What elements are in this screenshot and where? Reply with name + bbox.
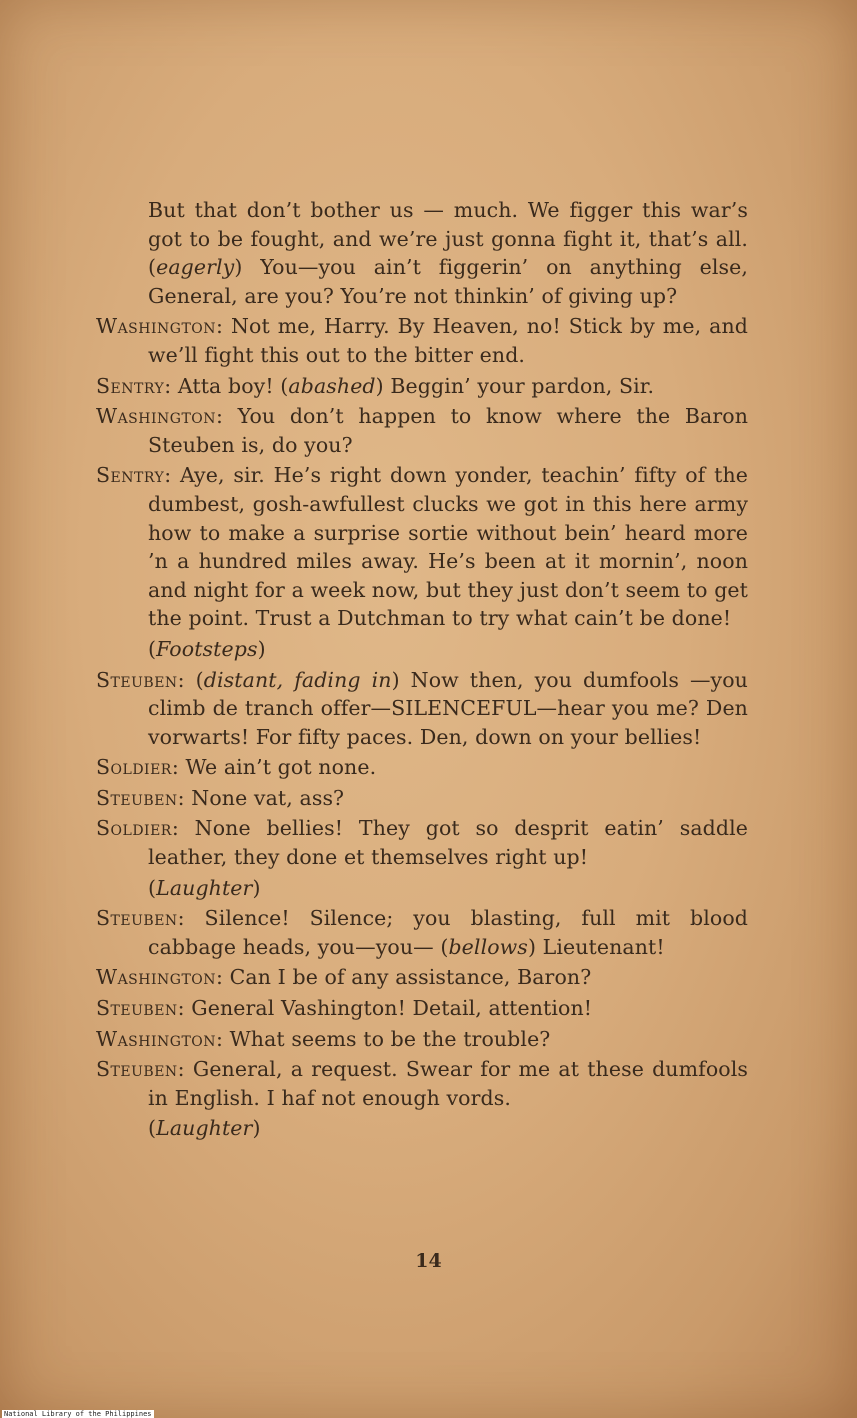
speech-washington: Washington: Can I be of any assistance, Baron? [96,965,592,990]
speaker-name: Soldier [96,816,172,841]
speaker-name: Washington [96,404,217,429]
speech-steuben: Steuben: (distant, fading in) Now then, you dumfools —you climb de tranch offer—SILENCEFUL—hear you me? Den vorwarts! For fifty paces. Den, down on your bellies! [96,667,748,749]
stage-direction: (Footsteps) [148,636,266,661]
speech-steuben: Steuben: Silence! Silence; you blasting, full mit blood cabbage heads, you—you— (bellows) Lieutenant! [96,906,748,959]
speech-steuben: Steuben: None vat, ass? [96,785,345,810]
speech-sentry: Sentry: Aye, sir. He’s right down yonder, teachin’ fifty of the dumbest, gosh-awfullest clucks we got in this here army how to make a surprise sortie without bein’ heard more ’n a hundred miles away. He’s been at it mornin’, noon and night for a week now, but they just don’t seem to get the point. Trust a Dutchman to try what cain’t be done! [96,463,748,631]
speech-steuben: Steuben: General Vashington! Detail, attention! [96,996,593,1021]
stage-direction: (Laughter) [148,1116,261,1141]
library-credit: National Library of the Philippines [4,1410,152,1418]
speech-sentry: Sentry: Atta boy! (abashed) Beggin’ your pardon, Sir. [96,373,655,398]
page-number: 14 [415,1250,442,1272]
speech-washington: Washington: You don’t happen to know where the Baron Steuben is, do you? [96,404,748,457]
speaker-name: Washington [96,965,217,990]
speech-washington: Washington: What seems to be the trouble? [96,1026,551,1051]
speech-washington: Washington: Not me, Harry. By Heaven, no! Stick by me, and we’ll fight this out to the bitter end. [96,314,748,367]
speaker-name: Washington [96,1026,217,1051]
speaker-name: Washington [96,314,217,339]
speaker-name: Sentry [96,463,165,488]
speaker-name: Steuben [96,1057,178,1082]
speaker-name: Steuben [96,906,178,931]
speech-soldier: Soldier: We ain’t got none. [96,755,377,780]
speaker-name: Sentry [96,373,165,398]
speech-steuben: Steuben: General, a request. Swear for me at these dumfools in English. I haf not enough vords. [96,1057,748,1110]
continued-speech-paragraph: But that don’t bother us — much. We figger this war’s got to be fought, and we’re just gonna fight it, that’s all. (eagerly) You—you ain’t figgerin’ on anything else, General, are you? You’re not thinkin’ of giving up? [148,198,748,308]
speaker-name: Steuben [96,667,178,692]
speech-soldier: Soldier: None bellies! They got so desprit eatin’ saddle leather, they done et themselves right up! [96,816,748,870]
stage-direction: (Laughter) [148,875,261,900]
speaker-name: Soldier [96,755,172,780]
speaker-name: Steuben [96,996,178,1021]
speaker-name: Steuben [96,785,178,810]
script-text-block [96,196,748,1145]
